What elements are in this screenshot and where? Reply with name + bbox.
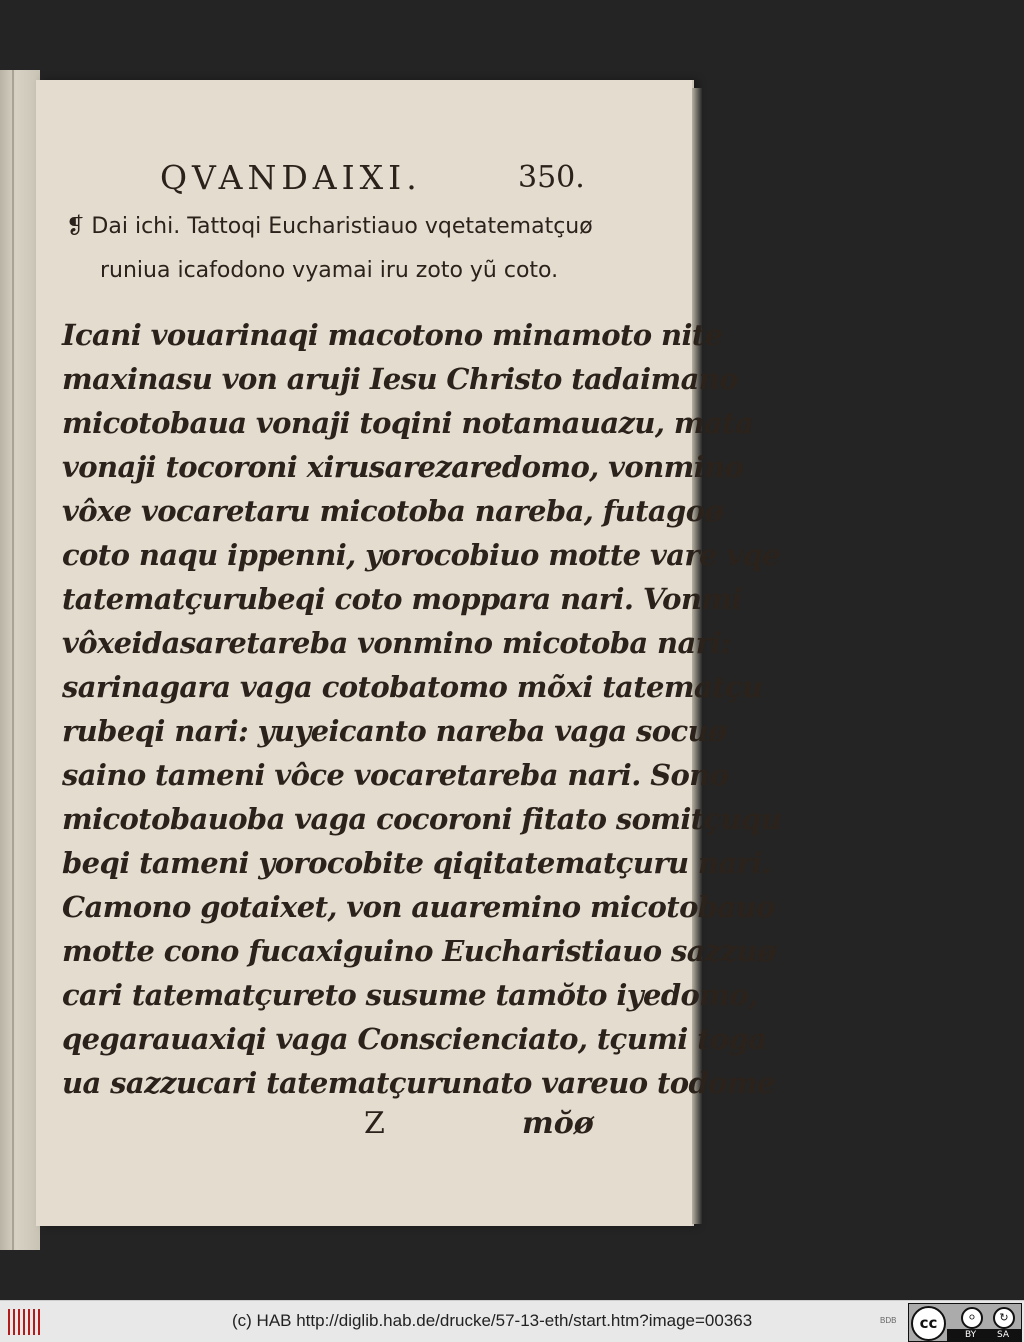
section-heading-line-2: runiua icafodono vyamai iru zoto yũ coto.: [100, 258, 559, 283]
folio-number: 350.: [518, 160, 585, 195]
body-line: qegarauaxiqi vaga Conscienciato, tçumi toga: [62, 1022, 767, 1056]
section-heading-line-1: ❡ Dai ichi. Tattoqi Eucharistiauo vqetatematçuø: [66, 214, 593, 239]
cc-license-badge[interactable]: [908, 1303, 1022, 1342]
body-line: vôxe vocaretaru micotoba nareba, futagoø: [62, 494, 724, 528]
body-line: motte cono fucaxiguino Eucharistiauo sazzuø: [62, 934, 776, 968]
body-line: saino tameni vôce vocaretareba nari. Sono: [62, 758, 729, 792]
by-label: BY: [965, 1330, 977, 1340]
body-line: coto naqu ippenni, yorocobiuo motte vare vqe: [62, 538, 781, 572]
signature-mark: Z: [364, 1106, 385, 1141]
body-line: cari tatematçureto susume tamŏto iyedomo,: [62, 978, 758, 1012]
catchword: mŏø: [522, 1106, 594, 1141]
body-line: tatematçurubeqi coto moppara nari. Vonmi: [62, 582, 742, 616]
body-line: micotobauoba vaga cocoroni fitato somitçuqu: [62, 802, 782, 836]
body-line: vonaji tocoroni xirusarezaredomo, vonmino: [62, 450, 744, 484]
body-line: maxinasu von aruji Iesu Christo tadaimano: [62, 362, 739, 396]
body-line: Camono gotaixet, von auaremino micotobauo: [62, 890, 775, 924]
previous-page-edge: [0, 70, 40, 1250]
cc-icon: cc: [911, 1306, 946, 1341]
barcode-logo-icon: [8, 1309, 40, 1335]
body-line: rubeqi nari: yuyeicanto nareba vaga socuø: [62, 714, 727, 748]
running-head: QVANDAIXI.: [160, 158, 422, 197]
page-fold-line: [12, 70, 14, 1250]
copyright-url[interactable]: (c) HAB http://diglib.hab.de/drucke/57-13-eth/start.htm?image=00363: [232, 1311, 753, 1330]
viewer-footer: [0, 1300, 1024, 1342]
body-line: Icani vouarinaqi macotono minamoto nite: [62, 318, 723, 352]
body-line: ua sazzucari tatematçurunato vareuo todome: [62, 1066, 775, 1100]
sa-label: SA: [997, 1330, 1010, 1340]
body-line: micotobaua vonaji toqini notamauazu, mata: [62, 406, 754, 440]
body-line: vôxeidasaretareba vonmino micotoba nari:: [62, 626, 731, 660]
person-icon: ⚪: [961, 1307, 983, 1329]
share-alike-icon: ↻: [993, 1307, 1015, 1329]
license-strip: [947, 1329, 1021, 1341]
body-line: beqi tameni yorocobite qiqitatematçuru nari.: [62, 846, 772, 880]
footer-mark: BDB: [880, 1316, 897, 1325]
body-line: sarinagara vaga cotobatomo mõxi tatematçu: [62, 670, 763, 704]
